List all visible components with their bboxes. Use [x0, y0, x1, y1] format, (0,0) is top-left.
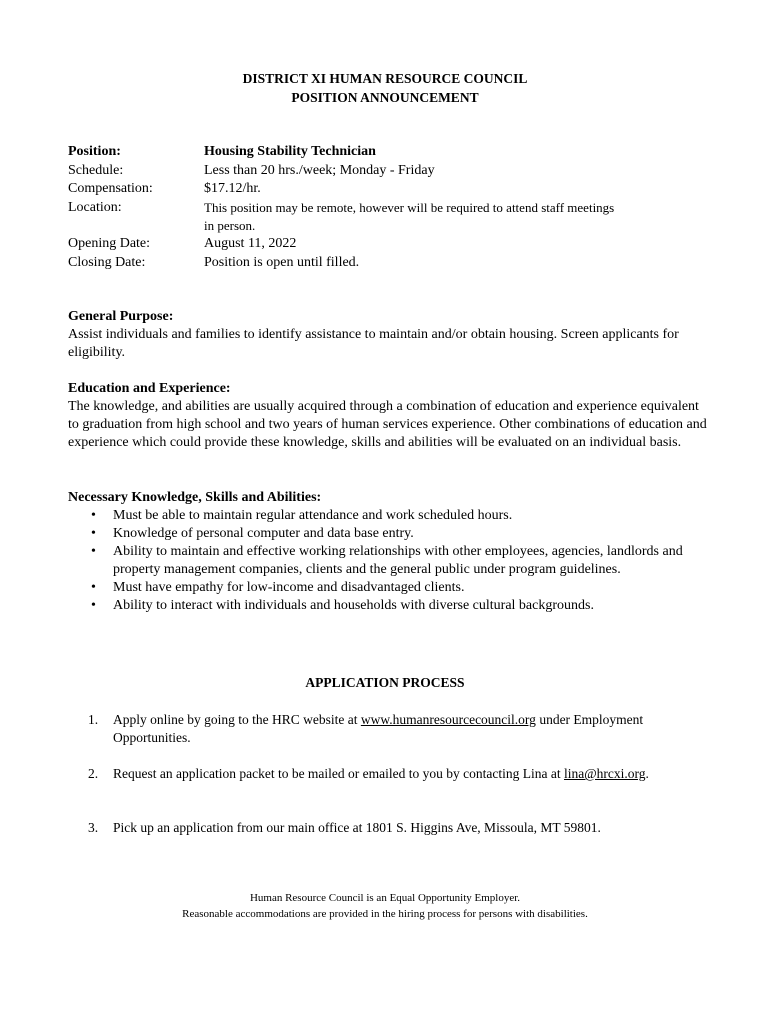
schedule-value: Less than 20 hrs./week; Monday - Friday [204, 163, 435, 178]
general-purpose-text: Assist individuals and families to identify assistance to maintain and/or obtain housing. Screen applicants for eligibility. [68, 327, 679, 360]
footer [0, 890, 770, 922]
location-row [68, 199, 704, 235]
step-text [113, 711, 688, 747]
step-2-text-before-link: Request an application packet to be mailed or emailed to you by contacting Lina at [113, 766, 564, 781]
council-title: DISTRICT XI HUMAN RESOURCE COUNCIL [242, 71, 528, 86]
opening-date-value: August 11, 2022 [204, 236, 297, 251]
closing-date-value: Position is open until filled. [204, 255, 360, 270]
closing-date-row [68, 254, 704, 272]
compensation-row [68, 180, 704, 198]
location-value-line1: This position may be remote, however will be required to attend staff meetings [204, 200, 615, 215]
step-number: 2. [88, 766, 99, 781]
position-label: Position: [68, 144, 121, 159]
education-heading: Education and Experience: [68, 381, 231, 396]
accommodations-statement: Reasonable accommodations are provided in the hiring process for persons with disabilities. [182, 908, 588, 920]
general-purpose-section [68, 308, 708, 362]
compensation-label: Compensation: [68, 181, 153, 196]
education-section [68, 380, 708, 452]
ksa-list [68, 507, 708, 615]
list-item: • Must be able to maintain regular attendance and work scheduled hours. [113, 507, 708, 525]
opening-date-label: Opening Date: [68, 236, 151, 251]
education-text: The knowledge, and abilities are usually acquired through a combination of education and experience equivalent to graduation from high school and two years of human services experience. Other combinations of education and experience which could provide these knowledge, skills and abilities will be evaluated on an individual basis. [68, 399, 707, 450]
step-2-text-after-link: . [645, 766, 649, 781]
list-item: • Ability to interact with individuals and households with diverse cultural backgrounds. [113, 597, 708, 615]
application-process-heading: APPLICATION PROCESS [305, 675, 465, 690]
hrc-website-link[interactable]: www.humanresourcecouncil.org [360, 712, 536, 727]
ksa-heading: Necessary Knowledge, Skills and Abilities: [68, 490, 322, 505]
compensation-value: $17.12/hr. [204, 181, 261, 196]
step-number: 3. [88, 820, 99, 835]
closing-date-label: Closing Date: [68, 255, 146, 270]
step-1-text-after-link: under Employment Opportunities. [113, 712, 644, 745]
opening-date-row [68, 235, 704, 253]
contact-email-link[interactable]: lina@hrcxi.org [563, 766, 646, 781]
equal-opportunity-statement: Human Resource Council is an Equal Opportunity Employer. [249, 892, 521, 904]
position-value: Housing Stability Technician [204, 144, 376, 159]
schedule-row [68, 162, 704, 180]
location-label: Location: [68, 200, 122, 215]
step-text [113, 765, 688, 783]
position-row [68, 143, 704, 161]
schedule-label: Schedule: [68, 163, 124, 178]
location-value-line2: in person. [204, 218, 256, 233]
step-1-text-before-link: Apply online by going to the HRC website at [113, 712, 361, 727]
step-number: 1. [88, 712, 99, 727]
list-item: • Must have empathy for low-income and disadvantaged clients. [113, 579, 708, 597]
ksa-section [68, 489, 708, 615]
announcement-title: POSITION ANNOUNCEMENT [291, 90, 479, 105]
location-value [204, 199, 704, 235]
list-item: • Knowledge of personal computer and data base entry. [113, 525, 708, 543]
step-3-text: Pick up an application from our main office at 1801 S. Higgins Ave, Missoula, MT 59801. [113, 820, 601, 835]
general-purpose-heading: General Purpose: [68, 309, 174, 324]
list-item: • Ability to maintain and effective working relationships with other employees, agencies, landlords and property management companies, clients and the general public under program guidelines. [113, 543, 708, 579]
